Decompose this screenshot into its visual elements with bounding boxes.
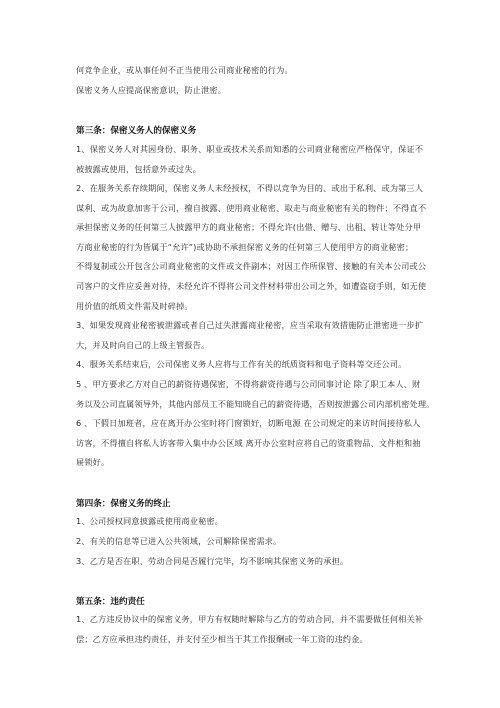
text-line: 1、乙方违反协议中的保密义务，甲方有权随时解除与乙方的劳动合同，并不需要做任何相关补 (76, 614, 424, 624)
paragraph (76, 179, 426, 316)
text-line: 何竞争企业，或从事任何不正当使用公司商业秘密的行为。 (76, 65, 293, 75)
text-line: 偿；乙方应承担违约责任，并支付至少相当于其工作报酬或一年工资的违约金。 (76, 633, 368, 644)
text-line: 用价值的纸质文件需及时碎掉。 (76, 300, 193, 311)
section-heading-3: 第三条：保密义务人的保密义务 (76, 126, 197, 136)
section-heading-5: 第五条：违约责任 (76, 597, 145, 607)
text-line: 5 、甲方要求乙方对自己的薪资待遇保密，不得将薪资待遇与公司同事讨论 除了职工本人、财 (76, 379, 421, 389)
text-line: 方商业秘密的行为皆属于“允许”)或协助不承担保密义务的任何第三人使用甲方的商业秘密； (76, 241, 414, 252)
text-line: 6 、下假日加班者，应在离开办公室时将门窗锁好，切断电源 在公司规定的来访时间接待私人 (76, 418, 421, 428)
paragraph (76, 375, 435, 414)
text-line: 屉锁好。 (76, 457, 110, 468)
paragraph (76, 532, 426, 552)
paragraph (76, 610, 426, 649)
text-line: 不得复制或公开包含公司商业秘密的文件或文件副本；对因工作所保管、接触的有关本公司或公 (76, 261, 427, 272)
text-line: 2、有关的信息等已进入公共领域，公司解除保密需求。 (76, 536, 282, 546)
text-line: 大，并及时向自己的上级主管报告。 (76, 339, 210, 350)
paragraph (76, 355, 426, 375)
text-line: 1、公司授权同意披露或使用商业秘密。 (76, 516, 224, 526)
text-line: 司客户的文件应妥善对待，未经允许不得将公司文件材料带出公司之外，如遭盗窃手则，如无使 (76, 280, 427, 291)
text-line: 务以及公司直属领导外，其他内部员工不能知晓自己的薪资待遇，否则按泄露公司内部机密处理。 (76, 398, 435, 409)
text-line: 2、在服务关系存续期间，保密义务人未经授权，不得以竞争为目的、或出于私利、或为第三人 (76, 183, 424, 193)
section-heading-4: 第四条：保密义务的终止 (76, 499, 171, 509)
text-line: 承担保密义务的任何第三人披露甲方的商业秘密；不得允许(出借、赠与、出租、转让等处分甲 (76, 222, 422, 233)
text-line: 保密义务人应提高保密意识，防止泄密。 (76, 85, 227, 95)
paragraph (76, 140, 426, 179)
text-line: 3、如果发现商业秘密被泄露或者自己过失泄露商业秘密，应当采取有效措施防止泄密进一步扩 (76, 320, 424, 330)
paragraph (76, 81, 426, 101)
text-line: 4、服务关系结束后，公司保密义务人应将与工作有关的纸质资料和电子资料等交还公司。 (76, 359, 407, 369)
text-line: 被披露或使用，包括意外或过失。 (76, 163, 202, 174)
paragraph (76, 316, 426, 355)
text-line: 1、保密义务人对其因身份、职务、职业或技术关系而知悉的公司商业秘密应严格保守，保证不 (76, 144, 424, 154)
paragraph (76, 414, 426, 473)
text-line: 谋利、或为故意加害于公司，擅自披露、使用商业秘密、取走与商业秘密有关的物件；不得直不 (76, 202, 427, 213)
paragraph (76, 61, 426, 81)
paragraph (76, 552, 426, 572)
text-line: 3、乙方是否在职、劳动合同是否履行完毕，均不影响其保密义务的承担。 (76, 556, 349, 566)
text-line: 访客，不得擅自将私人访客带入集中办公区域 离开办公室时应将自己的资重物品、文件柜和抽 (76, 437, 421, 448)
paragraph (76, 512, 426, 532)
